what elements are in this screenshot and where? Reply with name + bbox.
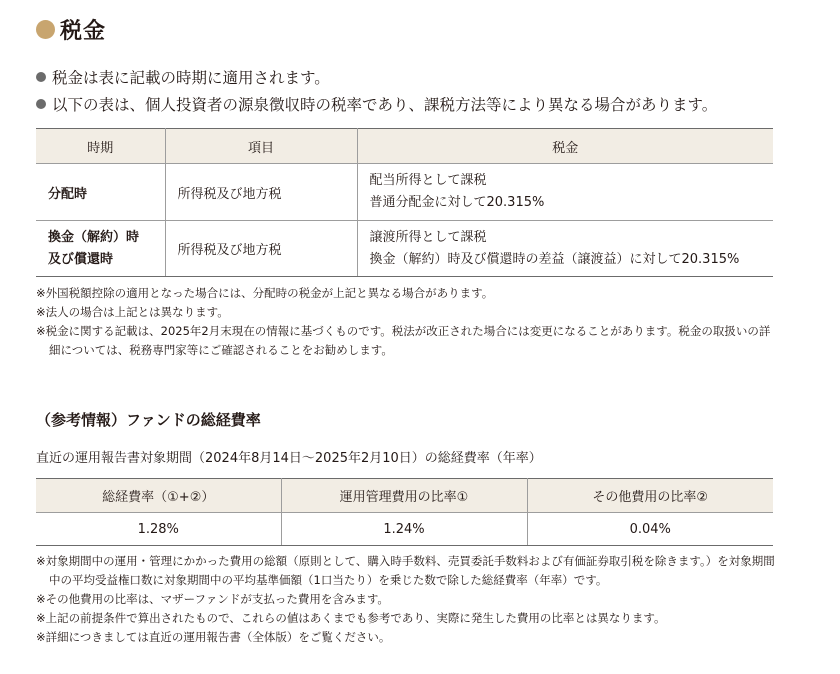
column-header: 総経費率（①+②） <box>36 479 281 513</box>
expense-notes <box>36 552 776 647</box>
bullet-text: 税金は表に記載の時期に適用されます。 <box>52 68 330 87</box>
bullet-icon <box>36 72 46 82</box>
item-cell: 所得税及び地方税 <box>165 164 357 221</box>
tax-cell <box>357 221 773 277</box>
tax-line: 普通分配金に対して20.315% <box>369 195 545 210</box>
timing-cell <box>36 221 165 277</box>
column-header: 運用管理費用の比率① <box>281 479 527 513</box>
column-header: 時期 <box>36 129 165 164</box>
note-text: ※上記の前提条件で算出されたもので、これらの値はあくまでも参考であり、実際に発生した費用の比率とは異なります。 <box>36 611 666 625</box>
value-cell: 1.28% <box>36 513 281 546</box>
table-header-row <box>36 479 773 513</box>
timing-text: 分配時 <box>48 186 88 202</box>
table-row <box>36 513 773 546</box>
column-header: 項目 <box>165 129 357 164</box>
note-text: ※外国税額控除の適用となった場合には、分配時の税金が上記と異なる場合があります。 <box>36 286 494 300</box>
bullet-item <box>36 90 717 117</box>
bullet-list <box>36 63 717 117</box>
timing-text: 及び償還時 <box>48 251 114 267</box>
column-header: その他費用の比率② <box>527 479 773 513</box>
tax-line: 譲渡所得として課税 <box>369 229 487 245</box>
tax-cell <box>357 164 773 221</box>
bullet-item <box>36 63 717 90</box>
column-header: 税金 <box>357 129 773 164</box>
value-cell: 0.04% <box>527 513 773 546</box>
bullet-text: 以下の表は、個人投資者の源泉徴収時の税率であり、課税方法等により異なる場合があります。 <box>52 95 718 114</box>
table-row <box>36 164 773 221</box>
note-text: ※詳細につきましては直近の運用報告書（全体版）をご覧ください。 <box>36 630 391 644</box>
tax-notes <box>36 284 776 360</box>
value-cell: 1.24% <box>281 513 527 546</box>
table-row <box>36 221 773 277</box>
tax-line: 配当所得として課税 <box>369 173 487 188</box>
bullet-icon <box>36 99 46 109</box>
section-heading <box>36 14 106 45</box>
note-text: ※その他費用の比率は、マザーファンドが支払った費用を含みます。 <box>36 592 389 606</box>
table-header-row <box>36 129 773 164</box>
note-text: ※対象期間中の運用・管理にかかった費用の総額（原則として、購入時手数料、売買委託手数料および有価証券取引税を除きます。）を対象期間中の平均受益権口数に対象期間中の平均基準価額（1口当たり）を乗じた数で除した総経費率（年率）です。 <box>36 554 775 587</box>
note-text: ※税金に関する記載は、2025年2月末現在の情報に基づくものです。税法が改正された場合には変更になることがあります。税金の取扱いの詳細については、税務専門家等にご確認されることをお勧めします。 <box>36 324 771 357</box>
item-cell: 所得税及び地方税 <box>165 221 357 277</box>
heading-title: 税金 <box>60 19 107 44</box>
expense-period: 直近の運用報告書対象期間（2024年8月14日～2025年2月10日）の総経費率（年率） <box>36 451 542 466</box>
timing-cell <box>36 164 165 221</box>
timing-text: 換金（解約）時 <box>48 229 140 245</box>
tax-line: 換金（解約）時及び償還時の差益（譲渡益）に対して20.315% <box>369 251 740 267</box>
expense-title: （参考情報）ファンドの総経費率 <box>36 411 261 429</box>
expense-table <box>36 478 773 546</box>
tax-table <box>36 128 773 277</box>
note-text: ※法人の場合は上記とは異なります。 <box>36 305 229 319</box>
heading-dot-icon <box>36 20 55 39</box>
